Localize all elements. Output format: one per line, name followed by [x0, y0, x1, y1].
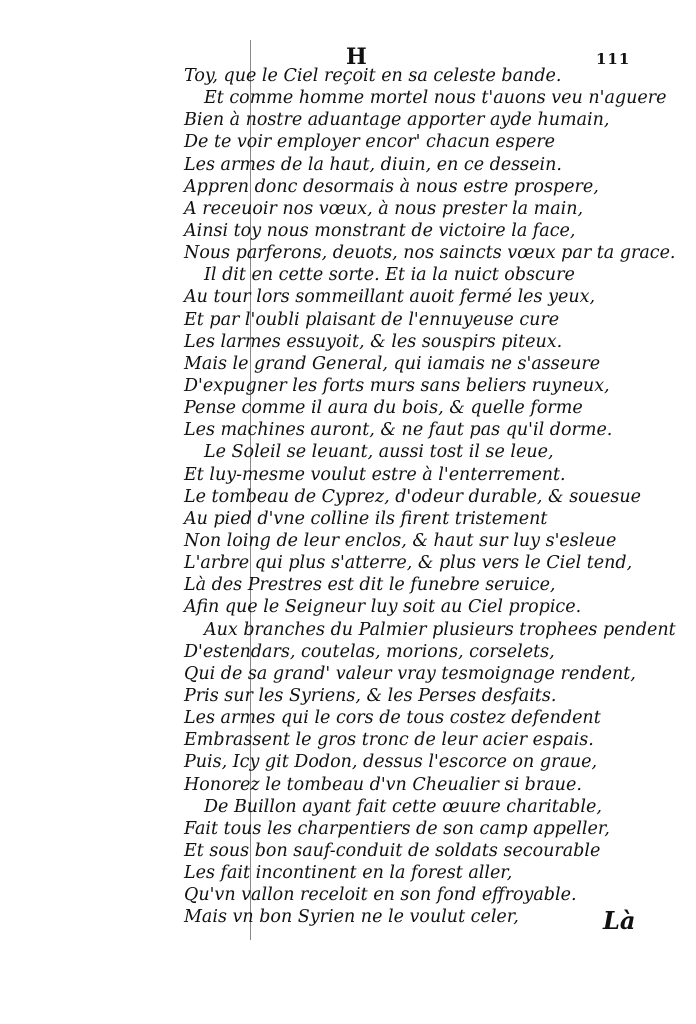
verse-line: Mais vn bon Syrien ne le voulut celer, [184, 907, 519, 928]
verse-line: Qui de sa grand' valeur vray tesmoignage rendent, [184, 663, 636, 684]
verse-line: Il dit en cette sorte. Et ia la nuict obscure [204, 265, 575, 286]
verse-line: Les machines auront, & ne faut pas qu'il dorme. [184, 420, 613, 441]
verse-line: Qu'vn vallon receloit en son fond effroyable. [184, 885, 577, 906]
verse-line: Ainsi toy nous monstrant de victoire la face, [184, 220, 576, 241]
verse-line: Le tombeau de Cyprez, d'odeur durable, & souesue [184, 486, 641, 507]
verse-line: Bien à nostre aduantage apporter ayde humain, [184, 110, 610, 131]
verse-line: Les fait incontinent en la forest aller, [184, 863, 513, 884]
verse-line: De te voir employer encor' chacun espere [184, 132, 556, 153]
verse-line: Non loing de leur enclos, & haut sur luy s'esleue [184, 530, 617, 551]
verse-line: Appren donc desormais à nous estre prospere, [184, 176, 599, 197]
verse-line: Fait tous les charpentiers de son camp appeller, [184, 818, 610, 839]
verse-line: Toy, que le Ciel reçoit en sa celeste bande. [184, 66, 562, 86]
verse-line: Afin que le Seigneur luy soit au Ciel propice. [184, 597, 582, 618]
verse-line: A receuoir nos vœux, à nous prester la main, [184, 198, 584, 219]
verse-line: L'arbre qui plus s'atterre, & plus vers le Ciel tend, [184, 553, 633, 574]
verse-line: Et sous bon sauf-conduit de soldats secourable [184, 840, 601, 861]
verse-line: Et par l'oubli plaisant de l'ennuyeuse cure [184, 309, 560, 330]
verse-line: Mais le grand General, qui iamais ne s'asseure [184, 353, 601, 374]
verse-line: Les armes qui le cors de tous costez defendent [184, 708, 601, 729]
verse-line: Et comme homme mortel nous t'auons veu n'aguere [204, 88, 667, 109]
verse-line: Le Soleil se leuant, aussi tost il se leue, [204, 442, 554, 463]
verse-line: Embrassent le gros tronc de leur acier espais. [184, 730, 594, 751]
verse-line: Pris sur les Syriens, & les Perses desfaits. [184, 685, 557, 706]
verse-line: Honorez le tombeau d'vn Cheualier si braue. [184, 774, 582, 795]
verse-line: Aux branches du Palmier plusieurs trophees pendent [204, 619, 676, 640]
verse-text [184, 65, 676, 928]
verse-line: De Buillon ayant fait cette œuure charitable, [204, 796, 602, 817]
verse-line: Les larmes essuyoit, & les souspirs piteux. [184, 331, 563, 352]
verse-line: D'estendars, coutelas, morions, corselets, [184, 641, 555, 662]
verse-line: Là des Prestres est dit le funebre seruice, [184, 575, 556, 596]
verse-line: Nous parferons, deuots, nos saincts vœux par ta grace. [184, 243, 676, 264]
verse-line: Pense comme il aura du bois, & quelle forme [184, 398, 583, 419]
verse-line: D'expugner les forts murs sans beliers ruyneux, [184, 375, 610, 396]
verse-line: Et luy-mesme voulut estre à l'enterrement. [184, 464, 566, 485]
verse-line: Puis, Icy git Dodon, dessus l'escorce on graue, [184, 752, 598, 773]
verse-line: Au pied d'vne colline ils firent tristement [184, 508, 548, 529]
catchword: Là [603, 906, 636, 935]
verse-line: Au tour lors sommeillant auoit fermé les yeux, [184, 287, 596, 308]
signature-mark: H [346, 44, 367, 70]
page-number: 111 [596, 50, 631, 68]
verse-line: Les armes de la haut, diuin, en ce dessein. [184, 154, 562, 175]
